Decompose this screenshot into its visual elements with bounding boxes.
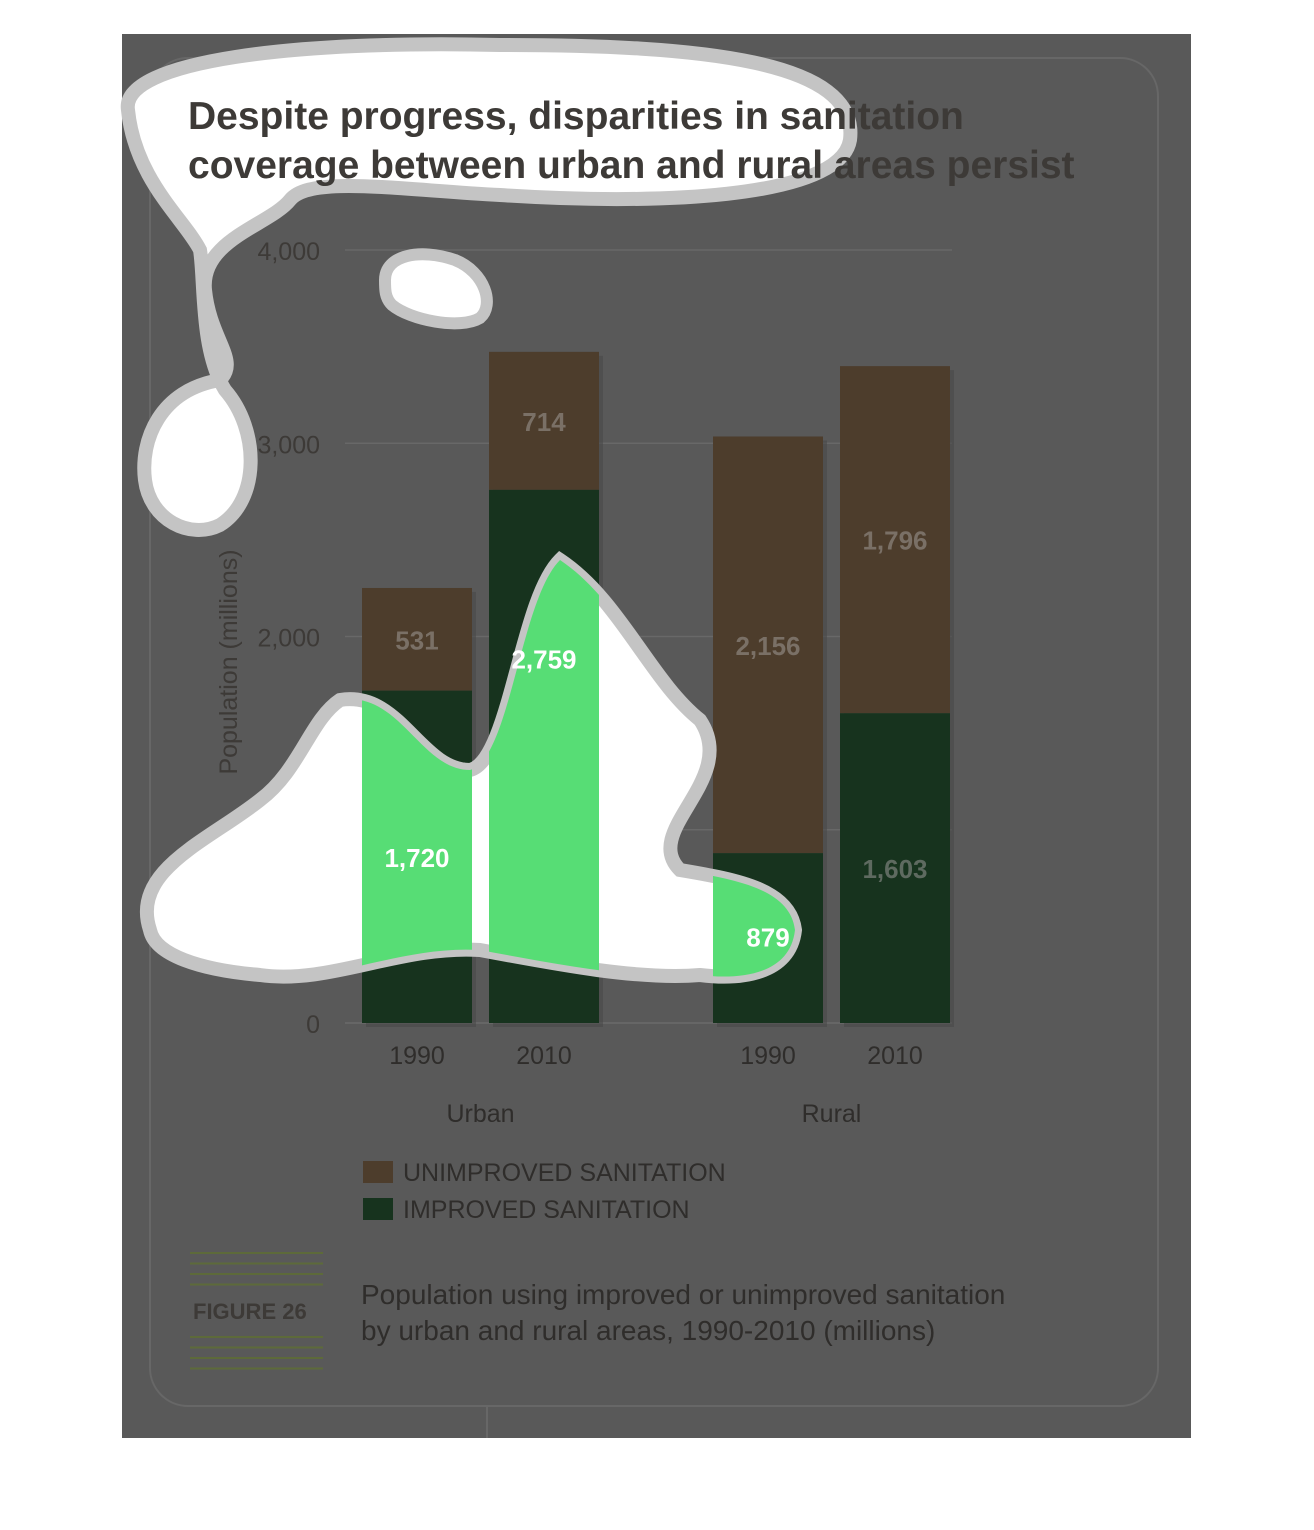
x-tick-label: 2010 — [867, 1042, 923, 1070]
bar-label-unimproved: 531 — [395, 625, 439, 656]
bar-label-unimproved: 1,796 — [862, 525, 928, 556]
bar-label-unimproved: 2,156 — [735, 630, 801, 661]
y-tick-label: 3,000 — [257, 431, 320, 460]
chart-title-line2: coverage between urban and rural areas persist — [188, 144, 1075, 187]
x-tick-label: 1990 — [389, 1042, 445, 1070]
y-axis-label: Population (millions) — [215, 549, 243, 775]
legend — [363, 1159, 726, 1224]
bar-label-improved: 2,759 — [511, 644, 577, 675]
bar-label-improved: 1,603 — [862, 854, 928, 885]
y-tick-label: 4,000 — [257, 238, 320, 266]
legend-label-improved: IMPROVED SANITATION — [403, 1196, 690, 1224]
bar-label-unimproved: 714 — [522, 406, 566, 437]
x-axis — [389, 1042, 923, 1128]
figure-caption-line1: Population using improved or unimproved sanitation — [361, 1279, 1006, 1310]
figure-number: FIGURE 26 — [193, 1299, 307, 1324]
x-tick-label: 2010 — [516, 1042, 572, 1070]
figure-caption-line2: by urban and rural areas, 1990-2010 (millions) — [361, 1315, 936, 1346]
x-group-label: Rural — [801, 1100, 862, 1128]
x-tick-label: 1990 — [740, 1042, 796, 1070]
y-tick-label: 0 — [306, 1011, 320, 1039]
chart-title-line1: Despite progress, disparities in sanitation — [188, 95, 964, 138]
bar-label-improved: 1,720 — [384, 842, 450, 873]
white-blob-small — [385, 254, 487, 323]
x-group-label: Urban — [446, 1100, 515, 1128]
bar-label-improved: 879 — [746, 922, 790, 953]
legend-swatch-unimproved — [363, 1161, 393, 1183]
legend-label-unimproved: UNIMPROVED SANITATION — [403, 1159, 726, 1187]
legend-swatch-improved — [363, 1198, 393, 1220]
y-tick-label: 2,000 — [257, 624, 320, 653]
chart-title — [188, 92, 1168, 190]
